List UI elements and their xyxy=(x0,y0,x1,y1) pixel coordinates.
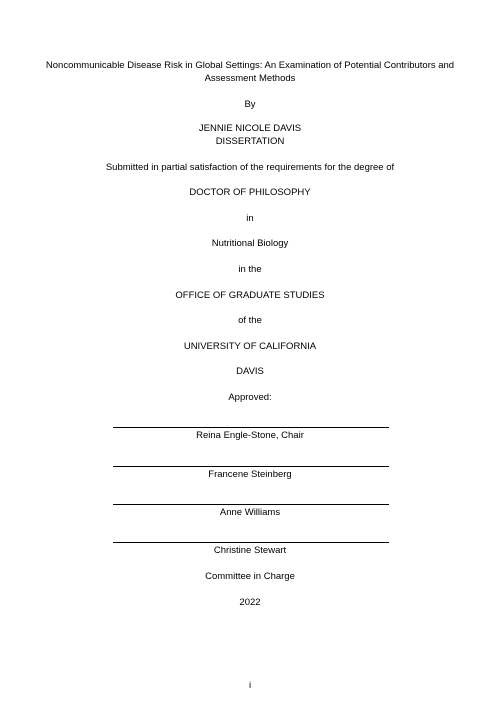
dissertation-title: Noncommunicable Disease Risk in Global Settings: An Examination of Potential Contributors and Assessment Methods xyxy=(45,60,455,84)
in-label: in xyxy=(246,213,254,224)
field-of-study: Nutritional Biology xyxy=(211,238,289,249)
in-the-label: in the xyxy=(238,264,262,275)
committee-member: Reina Engle-Stone, Chair xyxy=(196,430,304,441)
page-number: i xyxy=(248,680,252,691)
submission-year: 2022 xyxy=(239,597,261,608)
approved-label: Approved: xyxy=(228,392,272,403)
committee-member: Anne Williams xyxy=(219,507,281,518)
committee-label: Committee in Charge xyxy=(205,571,295,582)
by-label: By xyxy=(244,99,256,110)
submission-statement: Submitted in partial satisfaction of the requirements for the degree of xyxy=(105,162,395,173)
degree-name: DOCTOR OF PHILOSOPHY xyxy=(189,187,311,198)
committee-member: Christine Stewart xyxy=(213,545,287,556)
committee-member: Francene Steinberg xyxy=(208,469,292,480)
signature-line xyxy=(113,427,389,428)
document-type: DISSERTATION xyxy=(215,136,285,147)
campus-name: DAVIS xyxy=(236,366,264,377)
of-the-label: of the xyxy=(238,315,262,326)
signature-line xyxy=(113,542,389,543)
university-name: UNIVERSITY OF CALIFORNIA xyxy=(183,341,317,352)
author-name: JENNIE NICOLE DAVIS xyxy=(198,123,302,134)
office-name: OFFICE OF GRADUATE STUDIES xyxy=(175,290,325,301)
signature-line xyxy=(113,504,389,505)
signature-line xyxy=(113,466,389,467)
